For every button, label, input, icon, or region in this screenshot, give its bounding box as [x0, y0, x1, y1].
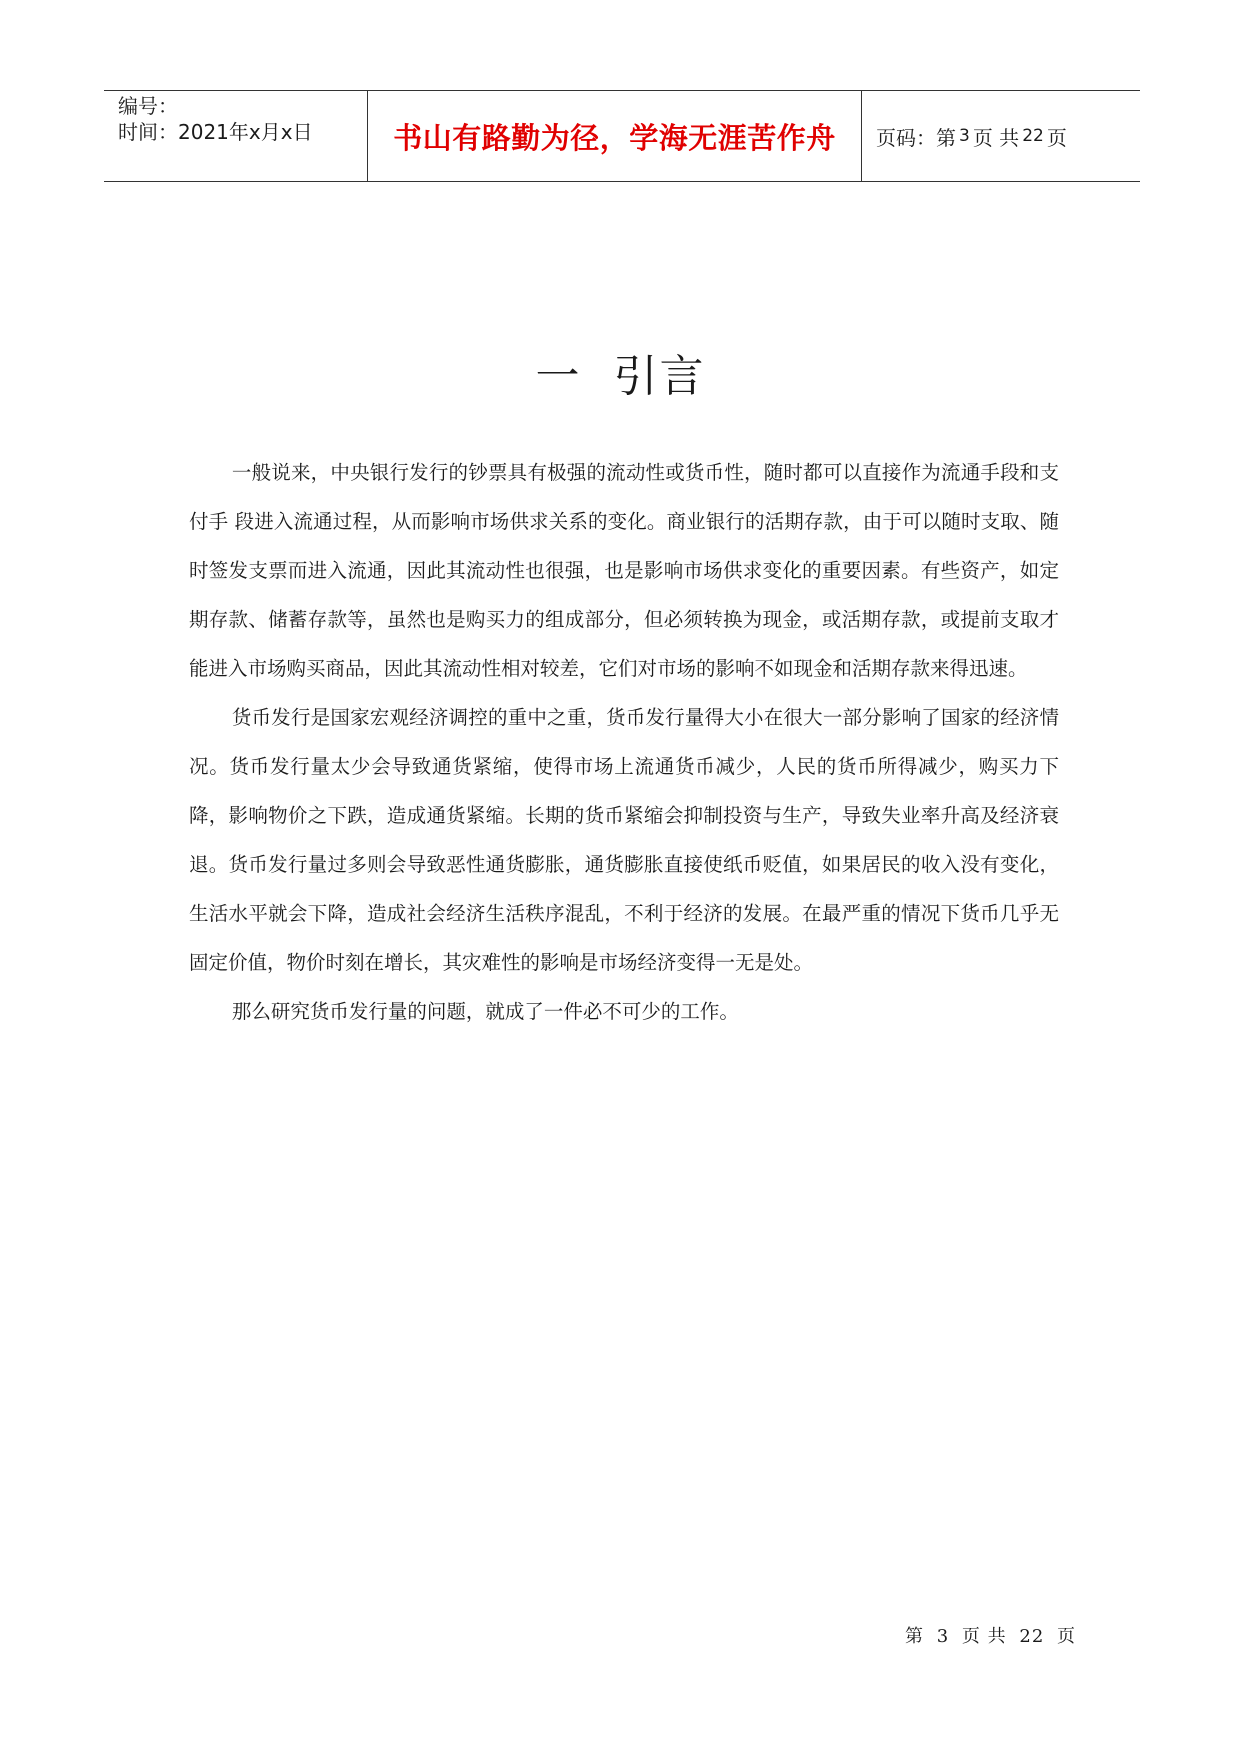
header-motto: 书山有路勤为径，学海无涯苦作舟: [393, 120, 836, 155]
page-current: 3: [959, 126, 970, 146]
paragraph: 一般说来，中央银行发行的钞票具有极强的流动性或货币性，随时都可以直接作为流通手段和支付手 段进入流通过程，从而影响市场供求关系的变化。商业银行的活期存款，由于可以随时支取、随时签发支票而进入流通，因此其流动性也很强，也是影响市场供求变化的重要因素。有些资产，如定期存款、储蓄存款等，虽然也是购买力的组成部分，但必须转换为现金，或活期存款，或提前支取才能进入市场购买商品，因此其流动性相对较差，它们对市场的影响不如现金和活期存款来得迅速。: [189, 461, 1059, 680]
header-meta: [104, 91, 368, 181]
page-header: [104, 90, 1140, 182]
page-total: 22: [1022, 126, 1044, 146]
header-motto-cell: [368, 91, 862, 181]
footer-suffix: 页: [1057, 1626, 1077, 1647]
footer-mid: 页 共: [961, 1626, 1007, 1647]
page-prefix: 页码：第: [876, 125, 956, 150]
time-label: 时间：2021年x月x日: [118, 120, 313, 144]
page-mid: 页 共: [972, 125, 1020, 150]
body-text: [189, 448, 1059, 1036]
footer-total: 22: [1019, 1626, 1045, 1647]
footer-current: 3: [936, 1626, 950, 1647]
paragraph: 货币发行是国家宏观经济调控的重中之重，货币发行量得大小在很大一部分影响了国家的经济情况。货币发行量太少会导致通货紧缩，使得市场上流通货币减少，人民的货币所得减少，购买力下降，影响物价之下跌，造成通货紧缩。长期的货币紧缩会抑制投资与生产，导致失业率升高及经济衰退。货币发行量过多则会导致恶性通货膨胀，通货膨胀直接使纸币贬值，如果居民的收入没有变化，生活水平就会下降，造成社会经济生活秩序混乱，不利于经济的发展。在最严重的情况下货币几乎无固定价值，物价时刻在增长，其灾难性的影响是市场经济变得一无是处。: [189, 706, 1059, 974]
serial-number-label: 编号：: [118, 94, 178, 118]
paragraph: 那么研究货币发行量的问题，就成了一件必不可少的工作。: [231, 1000, 739, 1023]
footer-prefix: 第: [905, 1626, 924, 1647]
page-footer: [905, 1622, 1076, 1648]
section-title: 一 引言: [535, 351, 706, 402]
header-page-number: [862, 91, 1140, 181]
page-suffix: 页: [1046, 125, 1067, 150]
